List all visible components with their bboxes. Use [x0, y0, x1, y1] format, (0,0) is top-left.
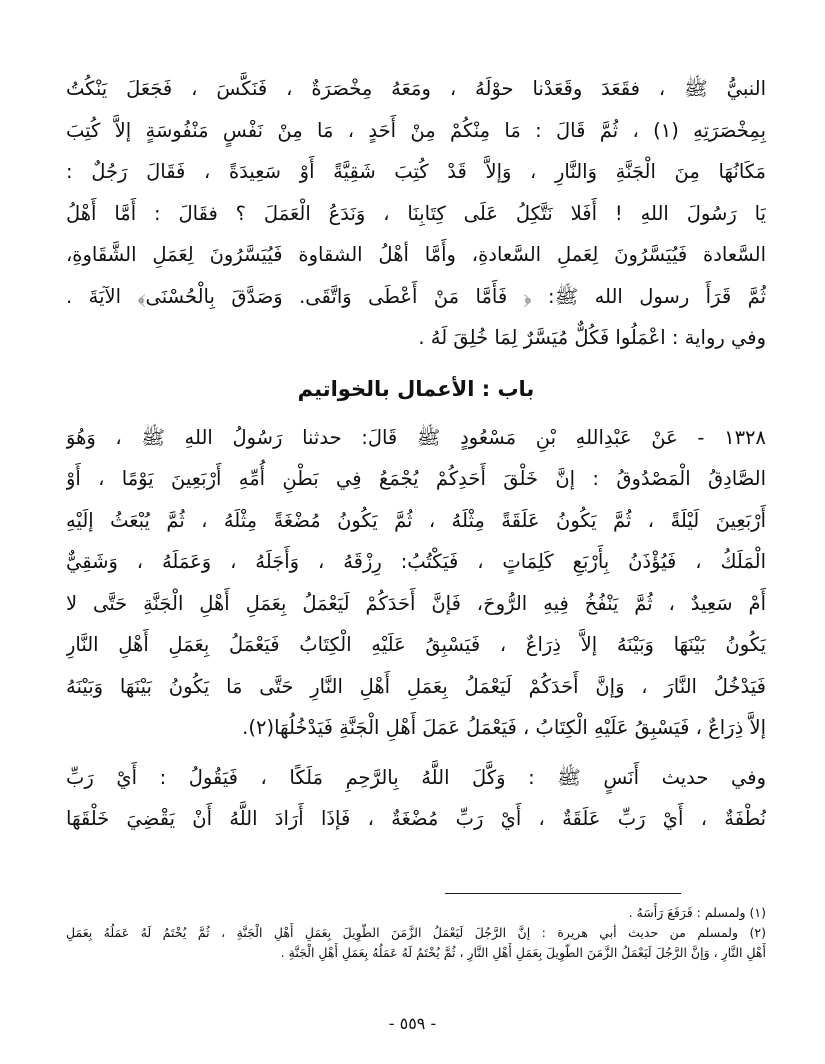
- hadith-line: فَيَدْخُلُ النَّارَ ، وَإنَّ أَحَدَكُمْ لَيَعْمَلُ بِعَمَلِ أَهْلِ النَّارِ حَتَّى مَا يَكُونُ بَيْنَهَا وَبَيْنَهُ: [66, 674, 766, 698]
- text-line: مَكَانُهَا مِنَ الْجَنَّةِ وَالنَّارِ ، وَإلاَّ قَدْ كُتِبَ شَقِيَّةً أَوْ سَعِيدَةً ، فَقَالَ رَجُلٌ :: [66, 160, 766, 183]
- main-text: [66, 68, 766, 840]
- text-line: يَا رَسُولَ اللهِ ! أَفَلا نَتَّكِلُ عَلَى كِتَابِنَا ، وَنَدَعُ الْعَمَلَ ؟ فقَالَ : أَمَّا أَهْلُ: [66, 201, 766, 225]
- hadith-line: أَمْ سَعِيدٌ ، ثُمَّ يَنْفُخُ فِيهِ الرُّوحَ، فَإنَّ أَحَدَكُمْ لَيَعْمَلُ بِعَمَلِ أَهْلِ الْجَنَّةِ حَتَّى لا: [66, 591, 766, 615]
- hadith-line: الْمَلَكُ ، فَيُؤْذَنُ بِأَرْبَعِ كَلِمَاتٍ ، فَيَكْتُبُ: رِزْقَهُ ، وَأَجَلَهُ ، وَعَمَلَهُ ، وَشَقِيٌّ: [66, 550, 766, 573]
- anas-line: وفي حديث أَنَسٍ ﷺ : وَكَّلَ اللَّهُ بِالرَّحِمِ مَلَكًا ، فَيَقُولُ : أَيْ رَبِّ: [66, 765, 766, 789]
- hadith-line: الصَّادِقُ الْمَصْدُوقُ : إنَّ خَلْقَ أَحَدِكُمْ يُجْمَعُ فِي بَطْنِ أُمِّهِ أَرْبَعِينَ يَوْمًا ، أَوْ: [66, 467, 766, 490]
- footnote: (٢) ولمسلم من حديث أبي هريرة : إنَّ الرَّجُلَ لَيَعْمَلُ الزَّمَنَ الطَّوِيلَ بِعَمَلِ أَهْلِ الْجَنَّةِ ، ثُمَّ يُخْتَمُ لَهُ عَمَلُهُ بِعَمَلِ: [66, 925, 766, 940]
- footnote: أَهْلِ النَّارِ ، وَإنَّ الرَّجُلَ لَيَعْمَلُ الزَّمَنَ الطَّوِيلَ بِعَمَلِ أَهْلِ النَّارِ ، ثُمَّ يُخْتَمُ لَهُ عَمَلُهُ بِعَمَلِ أَهْلِ الْجَنَّةِ .: [280, 945, 766, 960]
- hadith-line: ١٣٢٨ - عَنْ عَبْدِاللهِ بْنِ مَسْعُودٍ ﷺ قَالَ: حدثنا رَسُولُ اللهِ ﷺ ، وَهُوَ: [66, 425, 766, 449]
- text-line: ثُمَّ قَرَأَ رسول الله ﷺ: ﴿ فَأَمَّا مَنْ أَعْطَى وَاتَّقَى. وَصَدَّقَ بِالْحُسْنَى﴾ الآيَةَ .: [66, 284, 766, 308]
- footnote: (١) ولمسلم : فَرَفَعَ رَأْسَهُ .: [628, 905, 766, 920]
- chapter-heading: باب : الأعمال بالخواتيم: [297, 376, 535, 401]
- text-line: النبيُّ ﷺ ، فقَعَدَ وقَعَدْنا حوْلَهُ ، ومَعَهُ مِخْصَرَةٌ ، فَنَكَّسَ ، فَجَعَلَ يَنْكُتُ: [66, 77, 766, 100]
- hadith-line: يَكُونُ بَيْنَهَا وَبَيْنَهُ إلاَّ ذِرَاعٌ ، فَيَسْبِقُ عَلَيْهِ الْكِتَابُ فَيَعْمَلُ بِعَمَلِ أَهْلِ النَّارِ: [66, 633, 766, 656]
- page-number: - ٥٥٩ -: [388, 1014, 437, 1033]
- anas-line: نُطْفَةٌ ، أَيْ رَبِّ عَلَقَةٌ ، أَيْ رَبِّ مُضْغَةٌ ، فَإذَا أَرَادَ اللَّهُ أَنْ يَقْضِيَ خَلْقَهَا: [66, 807, 766, 830]
- hadith-line: أَرْبَعِينَ لَيْلَةً ، ثُمَّ يَكُونُ عَلَقَةً مِثْلَهُ ، ثُمَّ يَكُونُ مُضْغَةً مِثْلَهُ ، ثُمَّ يُبْعَثُ إلَيْهِ: [66, 508, 766, 532]
- text-line: بِمِخْصَرَتِهِ (١) ، ثُمَّ قَالَ : مَا مِنْكُمْ مِنْ أَحَدٍ ، مَا مِنْ نَفْسٍ مَنْفُوسَةٍ إلاَّ كُتِبَ: [66, 118, 766, 142]
- hadith-line: إلاَّ ذِرَاعٌ ، فَيَسْبِقُ عَلَيْهِ الْكِتَابُ ، فَيَعْمَلُ عَمَلَ أَهْلِ الْجَنَّةِ فَيَدْخُلُهَا(٢).: [242, 716, 766, 739]
- footnote-divider: [445, 893, 681, 894]
- text-line: السَّعادة فَيُيَسَّرُونَ لِعَملِ السَّعادةِ، وأَمَّا أهْلُ الشقاوة فَيُيَسَّرُونَ لِعَمَلِ الشَّقَاوةِ،: [66, 243, 766, 266]
- footnotes: [66, 903, 766, 963]
- text-line: وفي رواية : اعْمَلُوا فَكُلٌّ مُيَسَّرٌ لِمَا خُلِقَ لَهُ .: [418, 326, 766, 349]
